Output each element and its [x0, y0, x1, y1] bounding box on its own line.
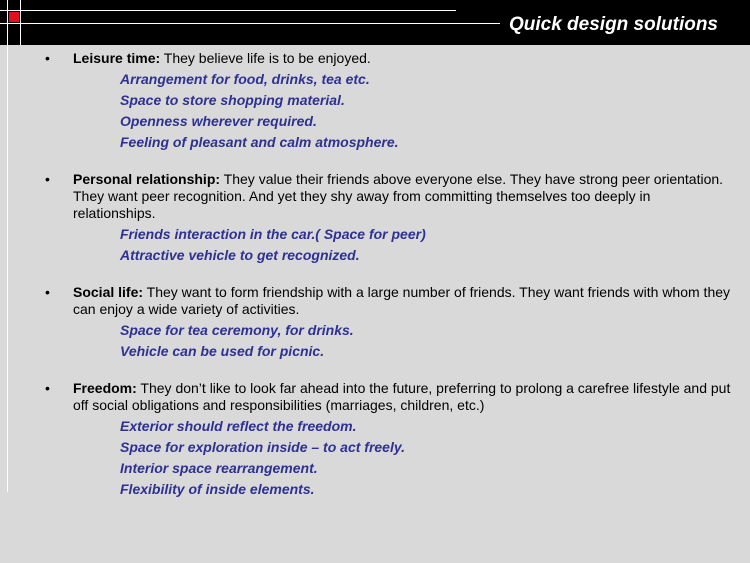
bullet-term: Freedom:: [73, 380, 137, 396]
bullet-paragraph: [45, 284, 735, 318]
decorative-line: [7, 0, 8, 492]
section-social-life: [45, 284, 735, 362]
section-personal-relationship: [45, 171, 735, 266]
bullet-text: They believe life is to be enjoyed.: [160, 50, 371, 66]
section-leisure-time: [45, 50, 735, 153]
bullet-icon: •: [45, 284, 50, 300]
bullet-paragraph: [45, 171, 735, 222]
bullet-icon: •: [45, 50, 50, 66]
bullet-icon: •: [45, 171, 50, 187]
solution-item: Space to store shopping material.: [120, 92, 345, 108]
solution-item: Space for tea ceremony, for drinks.: [120, 322, 354, 338]
solution-list: [45, 69, 735, 153]
solution-list: [45, 224, 735, 266]
solution-list: [45, 416, 735, 500]
bullet-icon: •: [45, 380, 50, 396]
bullet-term: Leisure time:: [73, 50, 161, 66]
solution-item: Feeling of pleasant and calm atmosphere.: [120, 134, 399, 150]
solution-item: Interior space rearrangement.: [120, 460, 318, 476]
bullet-text: They don’t like to look far ahead into the future, preferring to prolong a carefree lifestyle and put off social obligations and responsibilities (marriages, children, etc.): [73, 380, 731, 413]
accent-square: [9, 12, 19, 22]
slide-content: [45, 50, 735, 518]
solution-item: Vehicle can be used for picnic.: [120, 343, 325, 359]
bullet-term: Social life:: [73, 284, 144, 300]
slide-title: Quick design solutions: [508, 14, 718, 35]
bullet-paragraph: [45, 50, 735, 67]
solution-item: Space for exploration inside – to act freely.: [120, 439, 406, 455]
bullet-text: They want to form friendship with a large number of friends. They want friends with whom they can enjoy a wide variety of activities.: [73, 284, 731, 317]
solution-item: Openness wherever required.: [120, 113, 317, 129]
bullet-paragraph: [45, 380, 735, 414]
decorative-line: [0, 10, 456, 11]
solution-item: Exterior should reflect the freedom.: [120, 418, 357, 434]
bullet-text: They value their friends above everyone else. They have strong peer orientation. They want peer recognition. And yet they shy away from committing themselves too deeply in relationships.: [73, 171, 724, 221]
section-freedom: [45, 380, 735, 500]
solution-item: Arrangement for food, drinks, tea etc.: [120, 71, 370, 87]
decorative-line: [20, 0, 21, 45]
solution-item: Attractive vehicle to get recognized.: [120, 247, 360, 263]
solution-list: [45, 320, 735, 362]
solution-item: Flexibility of inside elements.: [120, 481, 315, 497]
solution-item: Friends interaction in the car.( Space for peer): [120, 226, 426, 242]
decorative-line: [0, 23, 500, 24]
bullet-term: Personal relationship:: [73, 171, 221, 187]
